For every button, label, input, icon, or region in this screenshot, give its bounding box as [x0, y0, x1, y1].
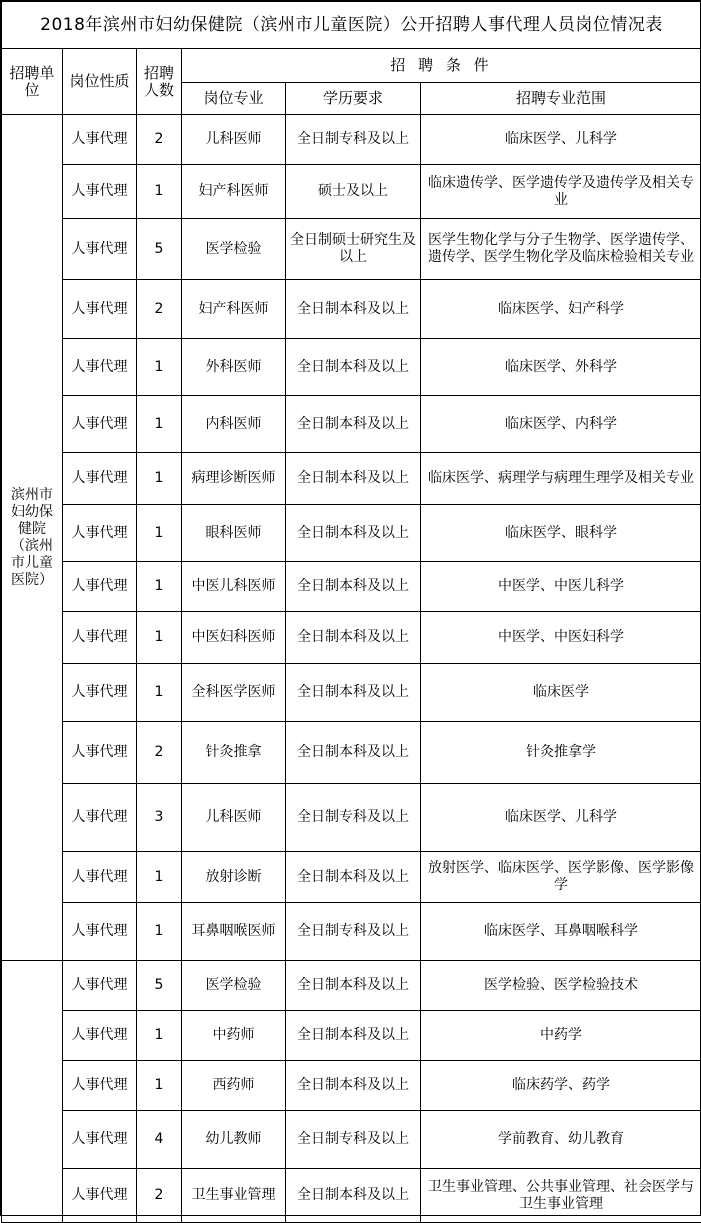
major-cell: 儿科医师: [182, 784, 286, 852]
table-row: [2, 453, 701, 505]
scope-cell: 中医学、中医儿科学: [421, 562, 701, 612]
table-row: [2, 562, 701, 612]
table-row: [2, 1111, 701, 1169]
table-row: [2, 852, 701, 903]
nature-cell: 人事代理: [63, 280, 137, 339]
scope-cell: 临床医学、妇产科学: [421, 280, 701, 339]
nature-cell: 人事代理: [63, 219, 137, 280]
count-cell: 1: [137, 505, 182, 562]
nature-cell: 人事代理: [63, 505, 137, 562]
nature-cell: 人事代理: [63, 453, 137, 505]
major-cell: 病理诊断医师: [182, 453, 286, 505]
scope-cell: 放射医学、临床医学、医学影像、医学影像学: [421, 852, 701, 903]
scope-cell: 中药学: [421, 1011, 701, 1061]
scope-cell: 临床药学、药学: [421, 1061, 701, 1111]
nature-cell: 人事代理: [63, 612, 137, 664]
major-cell: 眼科医师: [182, 505, 286, 562]
scope-cell: 临床医学、眼科学: [421, 505, 701, 562]
nature-cell: 人事代理: [63, 165, 137, 219]
count-cell: 4: [137, 1111, 182, 1169]
education-cell: 全日制本科及以上: [286, 1061, 421, 1111]
education-cell: 全日制本科及以上: [286, 852, 421, 903]
education-cell: 全日制专科及以上: [286, 1111, 421, 1169]
education-cell: 全日制本科及以上: [286, 612, 421, 664]
scope-cell: 临床医学: [421, 664, 701, 722]
education-cell: 全日制专科及以上: [286, 784, 421, 852]
scope-cell: 医学检验、医学检验技术: [421, 961, 701, 1011]
major-cell: 针灸推拿: [182, 722, 286, 784]
count-cell: 2: [137, 1169, 182, 1223]
title-row: [2, 2, 701, 49]
education-cell: 全日制专科及以上: [286, 903, 421, 961]
major-cell: 妇产科医师: [182, 165, 286, 219]
header-nature: 岗位性质: [63, 49, 137, 115]
table-row: [2, 961, 701, 1011]
nature-cell: 人事代理: [63, 903, 137, 961]
nature-cell: 人事代理: [63, 562, 137, 612]
education-cell: 全日制本科及以上: [286, 280, 421, 339]
nature-cell: 人事代理: [63, 961, 137, 1011]
count-cell: 5: [137, 961, 182, 1011]
nature-cell: 人事代理: [63, 664, 137, 722]
scope-cell: 临床医学、外科学: [421, 339, 701, 396]
education-cell: 全日制本科及以上: [286, 396, 421, 453]
education-cell: 全日制本科及以上: [286, 562, 421, 612]
major-cell: 耳鼻咽喉医师: [182, 903, 286, 961]
count-cell: 2: [137, 280, 182, 339]
nature-cell: 人事代理: [63, 339, 137, 396]
table-row: [2, 612, 701, 664]
count-cell: 1: [137, 562, 182, 612]
table-row: [2, 115, 701, 165]
major-cell: 卫生事业管理: [182, 1169, 286, 1223]
count-cell: 1: [137, 165, 182, 219]
header-row-1: [2, 49, 701, 83]
nature-cell: 人事代理: [63, 1169, 137, 1223]
header-major: 岗位专业: [182, 83, 286, 115]
nature-cell: 人事代理: [63, 1011, 137, 1061]
count-cell: 1: [137, 1061, 182, 1111]
table-row: [2, 219, 701, 280]
table-row: [2, 1011, 701, 1061]
major-cell: 中医妇科医师: [182, 612, 286, 664]
education-cell: 全日制本科及以上: [286, 664, 421, 722]
count-cell: 1: [137, 396, 182, 453]
count-cell: 1: [137, 1011, 182, 1061]
scope-cell: 针灸推拿学: [421, 722, 701, 784]
count-cell: 2: [137, 722, 182, 784]
unit-empty-cell: [2, 961, 63, 1223]
major-cell: 医学检验: [182, 219, 286, 280]
major-cell: 幼儿教师: [182, 1111, 286, 1169]
education-cell: 全日制本科及以上: [286, 1169, 421, 1223]
table-row: [2, 664, 701, 722]
education-cell: 全日制本科及以上: [286, 1011, 421, 1061]
recruitment-table: [1, 1, 701, 1223]
education-cell: 全日制本科及以上: [286, 722, 421, 784]
nature-cell: 人事代理: [63, 396, 137, 453]
nature-cell: 人事代理: [63, 1111, 137, 1169]
table-row: [2, 1169, 701, 1223]
scope-cell: 临床遗传学、医学遗传学及遗传学及相关专业: [421, 165, 701, 219]
table-row: [2, 1061, 701, 1111]
table-row: [2, 280, 701, 339]
scope-cell: 临床医学、耳鼻咽喉科学: [421, 903, 701, 961]
education-cell: 全日制专科及以上: [286, 115, 421, 165]
scope-cell: 学前教育、幼儿教育: [421, 1111, 701, 1169]
scope-cell: 临床医学、儿科学: [421, 784, 701, 852]
education-cell: 硕士及以上: [286, 165, 421, 219]
major-cell: 中药师: [182, 1011, 286, 1061]
count-cell: 1: [137, 852, 182, 903]
scope-cell: 卫生事业管理、公共事业管理、社会医学与卫生事业管理: [421, 1169, 701, 1223]
major-cell: 儿科医师: [182, 115, 286, 165]
nature-cell: 人事代理: [63, 115, 137, 165]
education-cell: 全日制本科及以上: [286, 453, 421, 505]
header-education: 学历要求: [286, 83, 421, 115]
table-row: [2, 722, 701, 784]
table-row: [2, 505, 701, 562]
table-row: [2, 339, 701, 396]
education-cell: 全日制本科及以上: [286, 339, 421, 396]
count-cell: 2: [137, 115, 182, 165]
count-cell: 1: [137, 612, 182, 664]
header-count: 招聘人数: [137, 49, 182, 115]
scope-cell: 临床医学、儿科学: [421, 115, 701, 165]
scope-cell: 临床医学、病理学与病理生理学及相关专业: [421, 453, 701, 505]
count-cell: 1: [137, 664, 182, 722]
table-row: [2, 903, 701, 961]
count-cell: 1: [137, 339, 182, 396]
scope-cell: 临床医学、内科学: [421, 396, 701, 453]
header-scope: 招聘专业范围: [421, 83, 701, 115]
table-row: [2, 784, 701, 852]
education-cell: 全日制硕士研究生及以上: [286, 219, 421, 280]
table-row: [2, 396, 701, 453]
header-conditions: 招 聘 条 件: [182, 49, 701, 83]
major-cell: 妇产科医师: [182, 280, 286, 339]
table-row: [2, 165, 701, 219]
scope-cell: 中医学、中医妇科学: [421, 612, 701, 664]
nature-cell: 人事代理: [63, 1061, 137, 1111]
scope-cell: 医学生物化学与分子生物学、医学遗传学、遗传学、医学生物化学及临床检验相关专业: [421, 219, 701, 280]
page-title: 2018年滨州市妇幼保健院（滨州市儿童医院）公开招聘人事代理人员岗位情况表: [2, 2, 701, 49]
header-unit: 招聘单位: [2, 49, 63, 115]
major-cell: 中医儿科医师: [182, 562, 286, 612]
major-cell: 外科医师: [182, 339, 286, 396]
nature-cell: 人事代理: [63, 722, 137, 784]
education-cell: 全日制本科及以上: [286, 505, 421, 562]
count-cell: 1: [137, 903, 182, 961]
major-cell: 放射诊断: [182, 852, 286, 903]
major-cell: 西药师: [182, 1061, 286, 1111]
major-cell: 医学检验: [182, 961, 286, 1011]
count-cell: 5: [137, 219, 182, 280]
unit-name-cell: 滨州市妇幼保健院（滨州市儿童医院）: [2, 115, 63, 961]
nature-cell: 人事代理: [63, 852, 137, 903]
count-cell: 3: [137, 784, 182, 852]
count-cell: 1: [137, 453, 182, 505]
education-cell: 全日制本科及以上: [286, 961, 421, 1011]
major-cell: 内科医师: [182, 396, 286, 453]
nature-cell: 人事代理: [63, 784, 137, 852]
major-cell: 全科医学医师: [182, 664, 286, 722]
